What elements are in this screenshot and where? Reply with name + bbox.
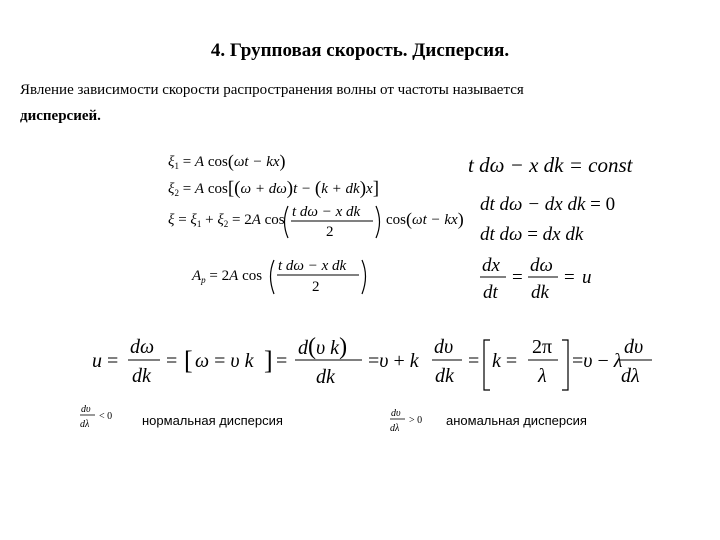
svg-text:dk: dk	[435, 365, 454, 387]
svg-text:=: =	[564, 267, 575, 288]
svg-text:λ: λ	[538, 365, 547, 387]
svg-text:dλ: dλ	[621, 365, 640, 387]
formula-normal-condition	[80, 402, 120, 432]
svg-text:=: =	[512, 267, 523, 288]
svg-text:[: [	[184, 346, 193, 375]
formula-const-phase	[468, 150, 668, 180]
svg-text:u =: u =	[92, 350, 119, 372]
slide-title: 4. Групповая скорость. Дисперсия.	[210, 40, 510, 61]
svg-text:t dω − x dk: t dω − x dk	[292, 204, 361, 220]
formula-diff-zero	[480, 190, 660, 218]
svg-text:ξ = ξ1 + ξ2 = 2A cos: $\xi = \xi_1 + \xi_2 = 2A$ cos	[168, 212, 285, 229]
svg-text:cos(ωt − kx): cos(ωt − kx)	[386, 209, 464, 229]
formula-anomalous-condition	[390, 406, 430, 436]
formula-xi2	[168, 176, 378, 200]
svg-text:dλ: dλ	[390, 423, 400, 434]
intro-term: дисперсией.	[20, 108, 101, 124]
svg-text:=υ + k: =υ + k	[368, 350, 419, 372]
svg-text:t dω − x dk = const: t dω − x dk = const	[468, 153, 633, 177]
svg-text:k =: k =	[492, 350, 518, 372]
svg-text:u: u	[582, 267, 592, 288]
svg-text:dt dω = dx dk: dt dω = dx dk	[480, 224, 584, 245]
svg-text:dt dω − dx dk = 0: dt dω − dx dk = 0	[480, 194, 616, 215]
svg-text:=: =	[276, 350, 288, 372]
formula-diff-equal	[480, 220, 660, 248]
svg-text:dυ: dυ	[624, 336, 644, 358]
svg-text:dt: dt	[483, 282, 498, 303]
formula-main-relation	[92, 334, 652, 392]
svg-text:t dω − x dk: t dω − x dk	[278, 258, 347, 274]
svg-text:=υ − λ: =υ − λ	[572, 350, 623, 372]
svg-text:dk: dk	[531, 282, 549, 303]
svg-text:dω: dω	[130, 336, 155, 358]
svg-text:2: 2	[326, 224, 334, 240]
svg-text:2π: 2π	[532, 336, 553, 358]
svg-text:dk: dk	[316, 366, 335, 388]
formula-xi1	[168, 150, 298, 172]
formula-xi-sum	[168, 202, 464, 242]
svg-text:d(υ k): d(υ k)	[298, 334, 348, 360]
svg-text:< 0: < 0	[99, 411, 113, 422]
svg-text:=: =	[468, 350, 480, 372]
svg-text:dω: dω	[530, 255, 553, 276]
normal-dispersion-label: нормальная дисперсия	[142, 413, 283, 428]
svg-text:dυ: dυ	[391, 408, 401, 419]
svg-text:dk: dk	[132, 365, 151, 387]
svg-text:dυ: dυ	[434, 336, 454, 358]
svg-text:Ap = 2A cos: $A_p = 2A$ cos	[192, 268, 263, 285]
intro-text: Явление зависимости скорости распространения волны от частоты называется	[20, 82, 524, 98]
svg-text:ξ2 = A cos[(ω + dω)t − (k + dk: $\xi_2 = A$ cos[(ω + dω)t − (k + dk)x]	[168, 178, 380, 199]
svg-text:dx: dx	[482, 255, 500, 276]
svg-text:> 0: > 0	[409, 415, 423, 426]
svg-text:2: 2	[312, 279, 320, 295]
formula-group-velocity	[480, 252, 630, 304]
svg-text:]: ]	[264, 346, 273, 375]
anomalous-dispersion-label: аномальная дисперсия	[446, 413, 587, 428]
formula-amplitude	[192, 256, 372, 296]
svg-text:dυ: dυ	[81, 404, 91, 415]
svg-text:dλ: dλ	[80, 419, 90, 430]
svg-text:=: =	[166, 350, 178, 372]
svg-text:ω = υ k: ω = υ k	[195, 350, 254, 372]
svg-text:ξ1 = A cos(ωt − kx): $\xi_1 = A$ cos(ωt − kx)	[168, 151, 286, 171]
